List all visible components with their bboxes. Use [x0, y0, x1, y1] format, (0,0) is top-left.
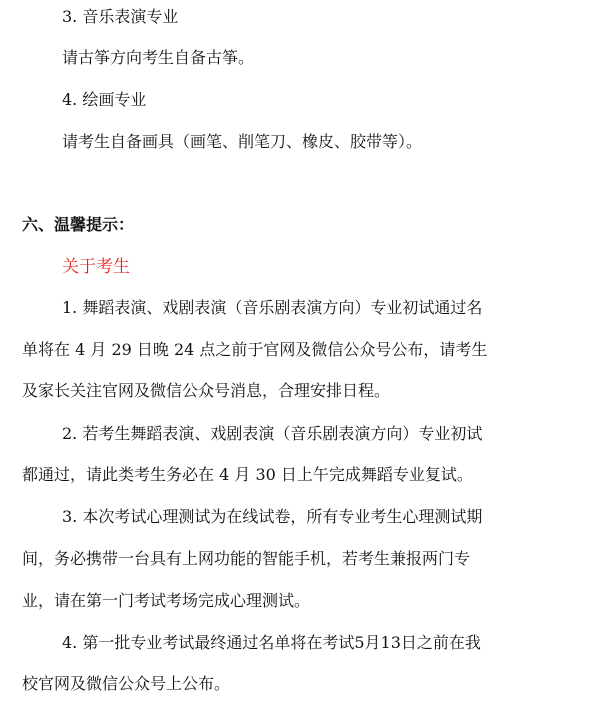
section-title: 六、温馨提示： [22, 215, 135, 234]
item-text-painting: 请考生自备画具（画笔、削笔刀、橡皮、胶带等）。 [62, 132, 423, 151]
paragraph-line: 及家长关注官网及微信公众号消息，合理安排日程。 [22, 381, 391, 400]
paragraph-line: 校官网及微信公众号上公布。 [22, 674, 231, 693]
item-heading-painting: 4. 绘画专业 [62, 90, 147, 109]
section-subtitle: 关于考生 [62, 257, 130, 277]
paragraph-line: 都通过，请此类考生务必在 4 月 30 日上午完成舞蹈专业复试。 [22, 465, 473, 484]
paragraph-line: 间，务必携带一台具有上网功能的智能手机，若考生兼报两门专 [22, 549, 471, 568]
paragraph-line: 1. 舞蹈表演、戏剧表演（音乐剧表演方向）专业初试通过名 [62, 298, 483, 317]
item-text-music: 请古筝方向考生自备古筝。 [62, 48, 255, 67]
paragraph-line: 3. 本次考试心理测试为在线试卷，所有专业考生心理测试期 [62, 507, 483, 526]
paragraph-line: 业，请在第一门考试考场完成心理测试。 [22, 591, 311, 610]
paragraph-line: 2. 若考生舞蹈表演、戏剧表演（音乐剧表演方向）专业初试 [62, 424, 483, 443]
item-heading-music: 3. 音乐表演专业 [62, 7, 179, 26]
paragraph-line: 4. 第一批专业考试最终通过名单将在考试5月13日之前在我 [62, 633, 481, 652]
paragraph-line: 单将在 4 月 29 日晚 24 点之前于官网及微信公众号公布，请考生 [22, 340, 488, 359]
